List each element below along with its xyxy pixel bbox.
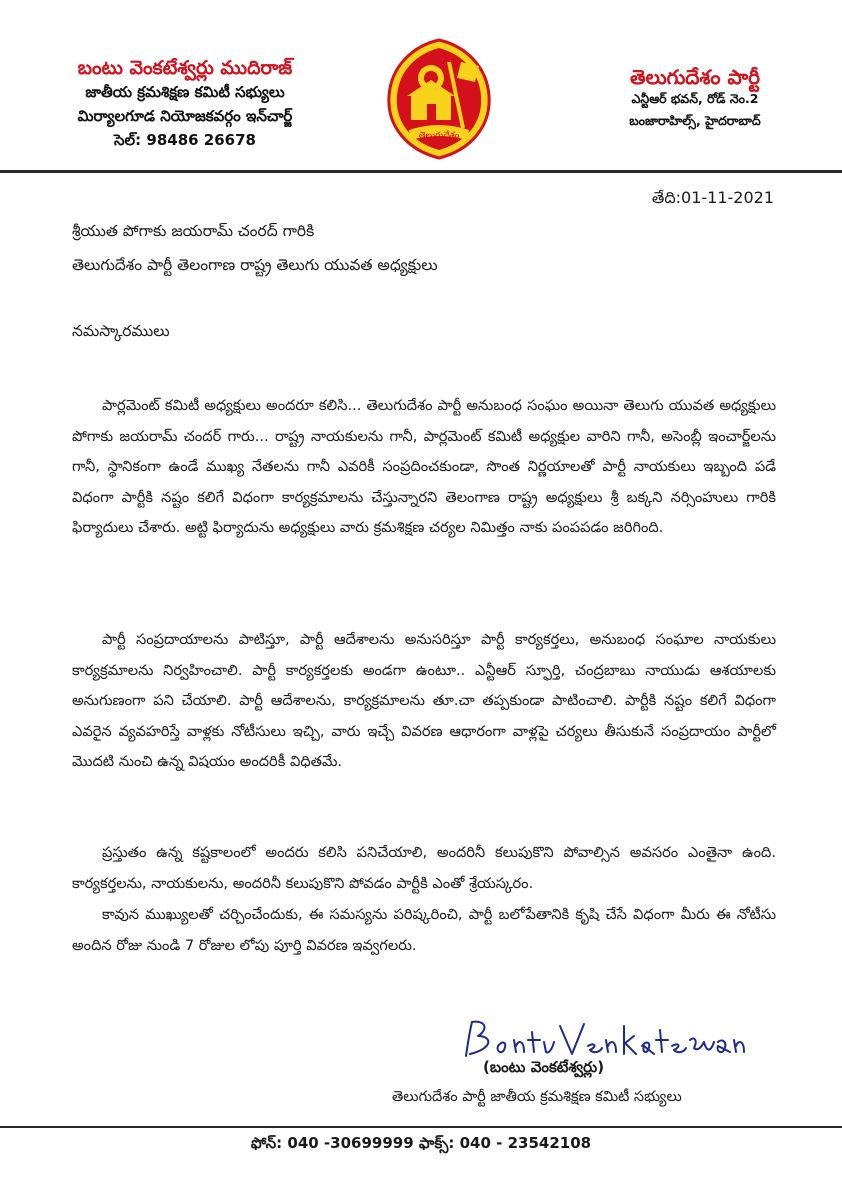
footer-divider xyxy=(0,1126,842,1128)
paragraph: కావున ముఖ్యులతో చర్చించేందుకు, ఈ సమస్యను పరిష్కరించి, పార్టీ బలోపేతానికి కృషి చేసే విధంగా మీరు ఈ నోటీసు అందిన రోజు నుండి 7 రోజుల లోపు పూర్తి వివరణ ఇవ్వగలరు. xyxy=(72,906,776,954)
sender-block xyxy=(30,56,340,152)
sender-constituency: మిర్యాలగూడ నియోజకవర్గం ఇన్‌చార్జ్ xyxy=(77,107,293,125)
party-address-line1: ఎన్టీఆర్ భవన్, రోడ్ నెం.2 xyxy=(631,91,759,106)
party-logo-icon xyxy=(383,38,495,162)
paragraph: ప్రస్తుతం ఉన్న కష్టకాలంలో అందరు కలిసి పనిచేయాలి, అందరినీ కలుపుకొని పోవాల్సిన అవసరం ఎంతైనా ఉంది. కార్యకర్తలను, నాయకులను, అందరినీ కలుపుకొని పోవడం పార్టీకి ఎంతో శ్రేయస్కరం. xyxy=(72,844,776,892)
paragraph: పార్టీ సంప్రదాయాలను పాటిస్తూ, పార్టీ ఆదేశాలను అనుసరిస్తూ పార్టీ కార్యకర్తలు, అనుబంధ సంఘాల నాయకులు కార్యక్రమాలను నిర్వహించాలి. పార్టీ కార్యకర్తలకు అండగా ఉంటూ.. ఎన్టీఆర్ స్ఫూర్తి, చంద్రబాబు నాయుడు ఆశయాలకు అనుగుణంగా పని చేయాలి. పార్టీ ఆదేశాలను, కార్యక్రమాలను తూ.చా తప్పకుండా పాటించాలి. పార్టీకి నష్టం కలిగే విధంగా ఎవరైన వ్యవహరిస్తే వాళ్లకు నోటీసులు ఇచ్చి, వారు ఇచ్చే వివరణ ఆధారంగా వాళ్లపై చర్యలు తీసుకునే సంప్రదాయం పార్టీలో మొదటి నుంచి ఉన్న విషయం అందరికీ విధితమే. xyxy=(72,631,776,770)
paragraph: పార్లమెంట్ కమిటీ అధ్యక్షులు అందరూ కలిసి... తెలుగుదేశం పార్టీ అనుబంధ సంఘం అయినా తెలుగు యువత అధ్యక్షులు పోగాకు జయరామ్ చందర్ గారు... రాష్ట్ర నాయకులను గానీ, పార్లమెంట్ కమిటీ అధ్యక్షుల వారిని గానీ, అసెంబ్లీ ఇంచార్జ్‌లను గానీ, స్థానికంగా ఉండే ముఖ్య నేతలను గానీ ఎవరికీ సంప్రదించకుండా, సొంత నిర్ణయాలతో పార్టీ నాయకులు ఇబ్బంది పడే విధంగా పార్టీకి నష్టం కలిగే విధంగా కార్యక్రమాలను చేస్తున్నారని తెలంగాణ రాష్ట్ర అధ్యక్షులు శ్రీ బక్కని నర్సింహులు గారికి ఫిర్యాదులు చేశారు. అట్టి ఫిర్యాదును అధ్యక్షులు వారు క్రమశిక్షణ చర్యల నిమిత్తం నాకు పంపపడం జరిగింది. xyxy=(72,397,776,536)
party-block xyxy=(560,66,830,132)
recipient-name: శ్రీయుత పోగాకు జయరామ్ చంరద్ గారికి xyxy=(72,222,315,240)
logo-text: తెలుగుదేశం xyxy=(418,131,460,141)
sender-name: బంటు వెంకటేశ్వర్లు ముదిరాజ్ xyxy=(77,57,293,79)
signatory-title: తెలుగుదేశం పార్టీ జాతీయ క్రమశిక్షణ కమిటీ సభ్యులు xyxy=(392,1089,682,1105)
recipient-designation: తెలుగుదేశం పార్టీ తెలంగాణ రాష్ట్ర తెలుగు యువత అధ్యక్షులు xyxy=(72,256,438,274)
footer-contact: ఫోన్: 040 -30699999 ఫాక్స్: 040 - 23542108 xyxy=(250,1134,592,1152)
party-name: తెలుగుదేశం పార్టీ xyxy=(630,65,760,89)
salutation: నమస్కారములు xyxy=(72,322,170,340)
signatory-name: (బంటు వెంకటేశ్వర్లు) xyxy=(483,1058,605,1076)
sender-phone: సెల్: 98486 26678 xyxy=(114,131,256,149)
sender-designation: జాతీయ క్రమశిక్షణ కమిటీ సభ్యులు xyxy=(85,83,285,101)
letterhead-divider xyxy=(0,170,842,173)
letter-date: తేది:01-11-2021 xyxy=(651,188,774,207)
party-address-line2: బంజారాహిల్స్, హైదరాబాద్ xyxy=(629,113,761,128)
